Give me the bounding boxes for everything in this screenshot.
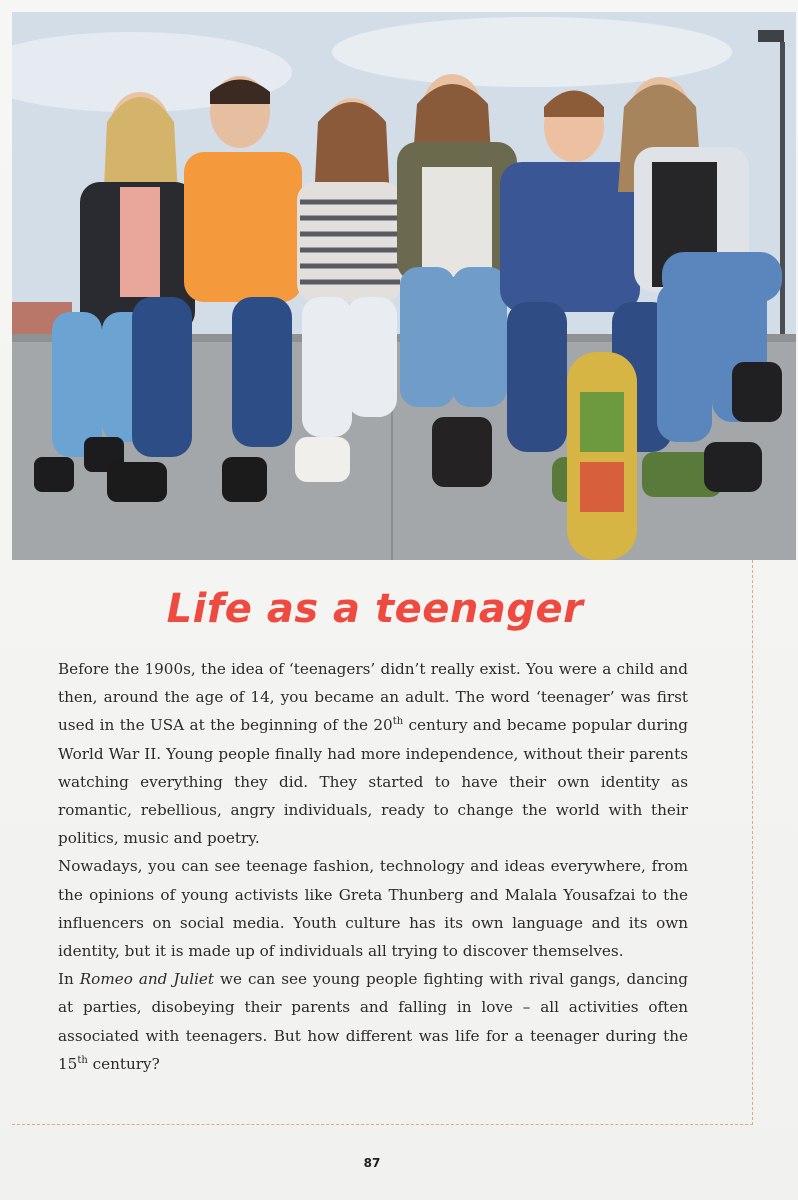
paragraph-3-part-c: century? (87, 1054, 160, 1073)
teenagers-photo (12, 12, 796, 560)
article-body (58, 655, 688, 1078)
ordinal-suffix: th (392, 716, 404, 728)
paragraph-3-part-a: In (58, 970, 80, 989)
page-number: 87 (363, 1156, 381, 1170)
photo-illustration (12, 12, 796, 560)
ordinal-suffix: th (77, 1054, 88, 1066)
paragraph-3 (58, 965, 688, 1078)
paragraph-3-part-b: we can see young people fighting with rival gangs, dancing at parties, disobeying their parents and falling in love – all activities often associated with teenagers. But how different was life for a teenager during the 15 (58, 970, 688, 1073)
paragraph-1-part-b: century and became popular during World War II. Young people finally had more independence, without their parents watching everything they did. They started to have their own identity as romantic, rebellious, angry individuals, ready to change the world with their politics, music and poetry. (58, 716, 688, 848)
paragraph-2: Nowadays, you can see teenage fashion, technology and ideas everywhere, from the opinions of young activists like Greta Thunberg and Malala Yousafzai to the influencers on social media. Youth culture has its own language and its own identity, but it is made up of individuals all trying to discover themselves. (58, 857, 688, 961)
paragraph-1 (58, 655, 688, 852)
play-title: Romeo and Juliet (79, 970, 215, 989)
article-title: Life as a teenager (166, 586, 584, 632)
paragraph-1-part-a: Before the 1900s, the idea of ‘teenagers’ didn’t really exist. You were a child and then, around the age of 14, you became an adult. The word ‘teenager’ was first used in the USA at the beginning of the 20 (58, 660, 688, 735)
